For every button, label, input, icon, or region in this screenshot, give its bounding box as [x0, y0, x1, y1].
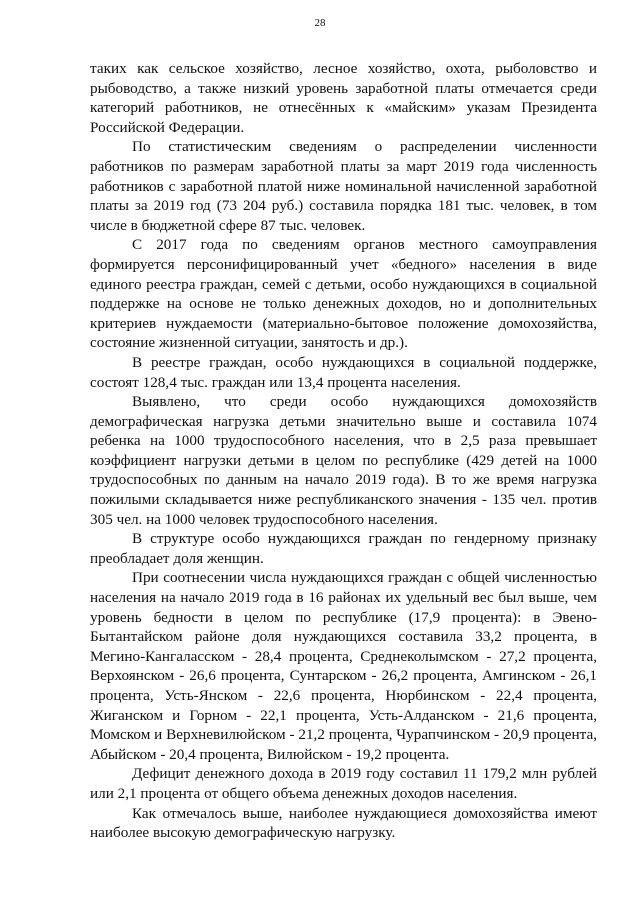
paragraph-gender-structure: В структуре особо нуждающихся граждан по гендерному признаку преобладает доля женщин.: [90, 530, 597, 567]
paragraph-demographic-load: Выявлено, что среди особо нуждающихся домохозяйств демографическая нагрузка детьми значительно выше и составила 1074 ребенка на 1000 трудоспособного населения, что в 2,5 раза превышает коэффициент нагрузки детьми в целом по республике (429 детей на 1000 трудоспособных по данным на начало 2019 года). В то же время нагрузка пожилыми складывается ниже республиканского значения - 135 чел. против 305 чел. на 1000 человек трудоспособного населения.: [90, 393, 597, 528]
paragraph-conclusion: Как отмечалось выше, наиболее нуждающиеся домохозяйства имеют наиболее высокую демографическую нагрузку.: [90, 804, 597, 842]
paragraph-economy-sectors: таких как сельское хозяйство, лесное хозяйство, охота, рыболовство и рыбоводство, а также низкий уровень заработной платы отмечается среди категорий работников, не отнесённых к «майским» указам Президента Российской Федерации.: [90, 60, 597, 136]
document-body: [90, 59, 597, 843]
paragraph-registry-count: В реестре граждан, особо нуждающихся в социальной поддержке, состоят 128,4 тыс. граждан или 13,4 процента населения.: [90, 353, 597, 391]
paragraph-wage-statistics: По статистическим сведениям о распределении численности работников по размерам заработной платы за март 2019 года численность работников с заработной платой ниже номинальной начисленной заработной платы за 2019 год (73 204 руб.) составила порядка 181 тыс. человек, в том числе в бюджетной сфере 87 тыс. человек.: [90, 138, 597, 234]
paragraph-poverty-registry: С 2017 года по сведениям органов местного самоуправления формируется персонифицированный учет «бедного» населения в виде единого реестра граждан, семей с детьми, особо нуждающихся в социальной поддержке на основе не только денежных доходов, но и дополнительных критериев нуждаемости (материально-бытовое положение домохозяйства, состояние жизненной ситуации, занятость и др.).: [90, 236, 597, 352]
page-number: 28: [314, 17, 326, 29]
paragraph-income-deficit: Дефицит денежного дохода в 2019 году составил 11 179,2 млн рублей или 2,1 процента от общего объема денежных доходов населения.: [90, 765, 597, 802]
paragraph-district-shares: При соотнесении числа нуждающихся граждан с общей численностью населения на начало 2019 года в 16 районах их удельный вес был выше, чем уровень бедности в целом по республике (17,9 процента): в Эвено-Бытантайском районе доля нуждающихся составила 33,2 процента, в Мегино-Кангаласском - 28,4 процента, Среднеколымском - 27,2 процента, Верхоянском - 26,6 процента, Сунтарском - 26,2 процента, Амгинском - 26,1 процента, Усть-Янском - 22,6 процента, Нюрбинском - 22,4 процента, Жиганском и Горном - 22,1 процента, Усть-Алданском - 21,6 процента, Момском и Верхневилюйском - 21,2 процента, Чурапчинском - 20,9 процента, Абыйском - 20,4 процента, Вилюйском - 19,2 процента.: [90, 569, 597, 763]
